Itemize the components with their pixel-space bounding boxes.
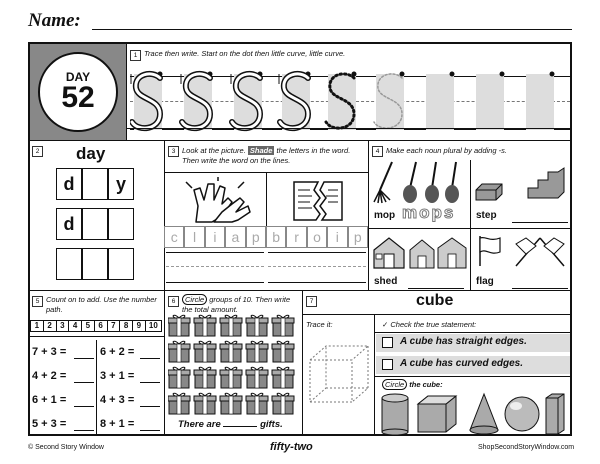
divider <box>302 314 572 315</box>
clapping-hands-picture <box>174 176 260 224</box>
divider <box>470 160 471 290</box>
divider <box>266 172 267 226</box>
name-line[interactable] <box>92 29 572 30</box>
plural-word: shed <box>374 276 398 287</box>
word-title: day <box>76 144 106 163</box>
number-path-cell: 2 <box>44 321 57 331</box>
divider <box>28 290 572 291</box>
letter-cell[interactable]: c <box>164 226 184 248</box>
section-number: 6 <box>168 296 179 307</box>
footer-website[interactable]: ShopSecondStoryWindow.com <box>478 444 575 451</box>
section-instruction: Look at the picture. Shade the letters in the word. Then write the word on the lines. <box>182 146 351 165</box>
divider <box>28 140 572 141</box>
equation: 6 + 2 = <box>100 346 135 358</box>
answer-line[interactable] <box>74 382 94 383</box>
equation: 3 + 1 = <box>100 370 135 382</box>
section-instruction: Make each noun plural by adding -s. <box>386 146 507 155</box>
divider <box>164 140 165 436</box>
day-label: DAY <box>65 70 91 84</box>
letter-cell[interactable]: b <box>266 226 286 248</box>
section-number: 2 <box>32 146 43 157</box>
equation: 6 + 1 = <box>32 394 67 406</box>
statement-text: A cube has curved edges. <box>400 358 524 369</box>
gifts-group[interactable] <box>168 314 298 418</box>
divider <box>302 290 303 436</box>
word-boxes <box>56 168 134 282</box>
plural-word-traced: mops <box>402 203 456 222</box>
number-path-cell: 7 <box>108 321 121 331</box>
trace-cube[interactable] <box>306 342 370 412</box>
letter-cell[interactable]: o <box>307 226 327 248</box>
letter-row-right <box>266 226 368 248</box>
equation: 5 + 3 = <box>32 418 67 430</box>
section-number: 3 <box>168 146 179 157</box>
answer-line[interactable] <box>140 430 160 431</box>
section-number: 5 <box>32 296 43 307</box>
broken-paper-picture <box>274 176 360 224</box>
day-number: 52 <box>61 81 95 114</box>
flag-picture <box>476 234 504 268</box>
plural-word: flag <box>476 276 494 287</box>
letter-cell[interactable]: i <box>205 226 225 248</box>
answer-line[interactable] <box>74 406 94 407</box>
answer-line[interactable] <box>140 406 160 407</box>
divider <box>126 128 572 129</box>
flags-picture <box>512 234 568 268</box>
check-icon: ✓ <box>382 320 389 329</box>
section-instruction: Trace then write. Start on the dot then little curve, little curve. <box>144 49 346 58</box>
shape-choices[interactable] <box>378 392 568 436</box>
number-path-cell: 6 <box>95 321 108 331</box>
answer-line[interactable] <box>512 288 568 289</box>
sheds-picture <box>408 236 468 270</box>
cone-shape <box>470 394 498 434</box>
answer-line[interactable] <box>140 382 160 383</box>
mop-picture <box>372 160 398 204</box>
letter-cell[interactable]: i <box>327 226 347 248</box>
day-badge <box>38 52 118 132</box>
section-instruction: Count on to add. Use the number path. <box>46 295 157 314</box>
circle-word: Circle <box>382 379 407 390</box>
number-path-cell: 8 <box>120 321 133 331</box>
letter-box[interactable] <box>108 248 134 280</box>
shed-picture <box>372 236 406 270</box>
answer-line[interactable] <box>140 358 160 359</box>
number-path-cell: 3 <box>57 321 70 331</box>
letter-cell[interactable]: r <box>286 226 306 248</box>
plural-word: step <box>476 210 497 221</box>
section-number: 1 <box>130 50 141 61</box>
footer-page-title: fifty-two <box>270 441 313 453</box>
statement-checkbox[interactable] <box>382 359 393 370</box>
answer-line[interactable] <box>74 358 94 359</box>
letter-box[interactable] <box>56 248 82 280</box>
answer-blank[interactable] <box>223 426 257 427</box>
equation: 7 + 3 = <box>32 346 67 358</box>
letter-box[interactable] <box>108 208 134 240</box>
equation: 4 + 2 = <box>32 370 67 382</box>
number-path-cell: 4 <box>69 321 82 331</box>
divider <box>28 336 164 337</box>
shade-word: Shade <box>249 146 273 155</box>
divider <box>374 332 572 333</box>
section-title: cube <box>416 292 454 309</box>
sphere-shape <box>505 397 539 431</box>
statement-text: A cube has straight edges. <box>400 336 527 347</box>
step-picture <box>474 182 504 202</box>
plural-word: mop <box>374 210 396 221</box>
letter-box: y <box>108 168 134 200</box>
name-label: Name: <box>28 10 81 31</box>
answer-line[interactable] <box>74 430 94 431</box>
cube-shape <box>418 396 456 432</box>
mops-picture <box>402 160 466 204</box>
section-instruction: Circle groups of 10. Then write the total amount. <box>182 295 291 314</box>
gifts-answer: There are gifts. <box>178 419 283 430</box>
letter-box[interactable] <box>82 168 108 200</box>
cylinder-shape <box>382 394 408 435</box>
equation: 4 + 3 = <box>100 394 135 406</box>
section-number: 7 <box>306 296 317 307</box>
number-path-cell: 10 <box>148 321 158 330</box>
answer-line[interactable] <box>512 222 568 223</box>
letter-row-left <box>164 226 266 248</box>
letter-cell[interactable]: p <box>348 226 368 248</box>
letter-box: d <box>56 168 82 200</box>
footer-copyright: © Second Story Window <box>28 444 104 451</box>
rectangular-prism-shape <box>546 394 564 434</box>
circle-word: Circle <box>182 294 207 305</box>
divider <box>368 140 369 290</box>
letter-box: d <box>56 208 82 240</box>
write-lines[interactable] <box>166 252 366 288</box>
trace-label: Trace it: <box>306 320 333 329</box>
divider <box>374 376 572 377</box>
steps-picture <box>526 166 566 200</box>
letter-box[interactable] <box>82 248 108 280</box>
letter-cell[interactable]: a <box>225 226 245 248</box>
letter-box[interactable] <box>82 208 108 240</box>
statement-checkbox[interactable] <box>382 337 393 348</box>
check-instruction: ✓ Check the true statement: <box>382 320 477 329</box>
section-number: 4 <box>372 146 383 157</box>
number-path-cell: 9 <box>133 321 146 331</box>
circle-instruction: Circle the cube: <box>382 380 443 390</box>
answer-line[interactable] <box>408 288 464 289</box>
equation: 8 + 1 = <box>100 418 135 430</box>
handwriting-area <box>130 70 570 136</box>
divider <box>126 44 127 140</box>
letter-cell[interactable]: p <box>246 226 266 248</box>
number-path <box>30 320 162 332</box>
number-path-cell: 1 <box>31 321 44 331</box>
number-path-cell: 5 <box>82 321 95 331</box>
addition-grid <box>30 340 162 434</box>
letter-cell[interactable]: l <box>184 226 204 248</box>
letter-trace-row[interactable] <box>130 70 570 136</box>
